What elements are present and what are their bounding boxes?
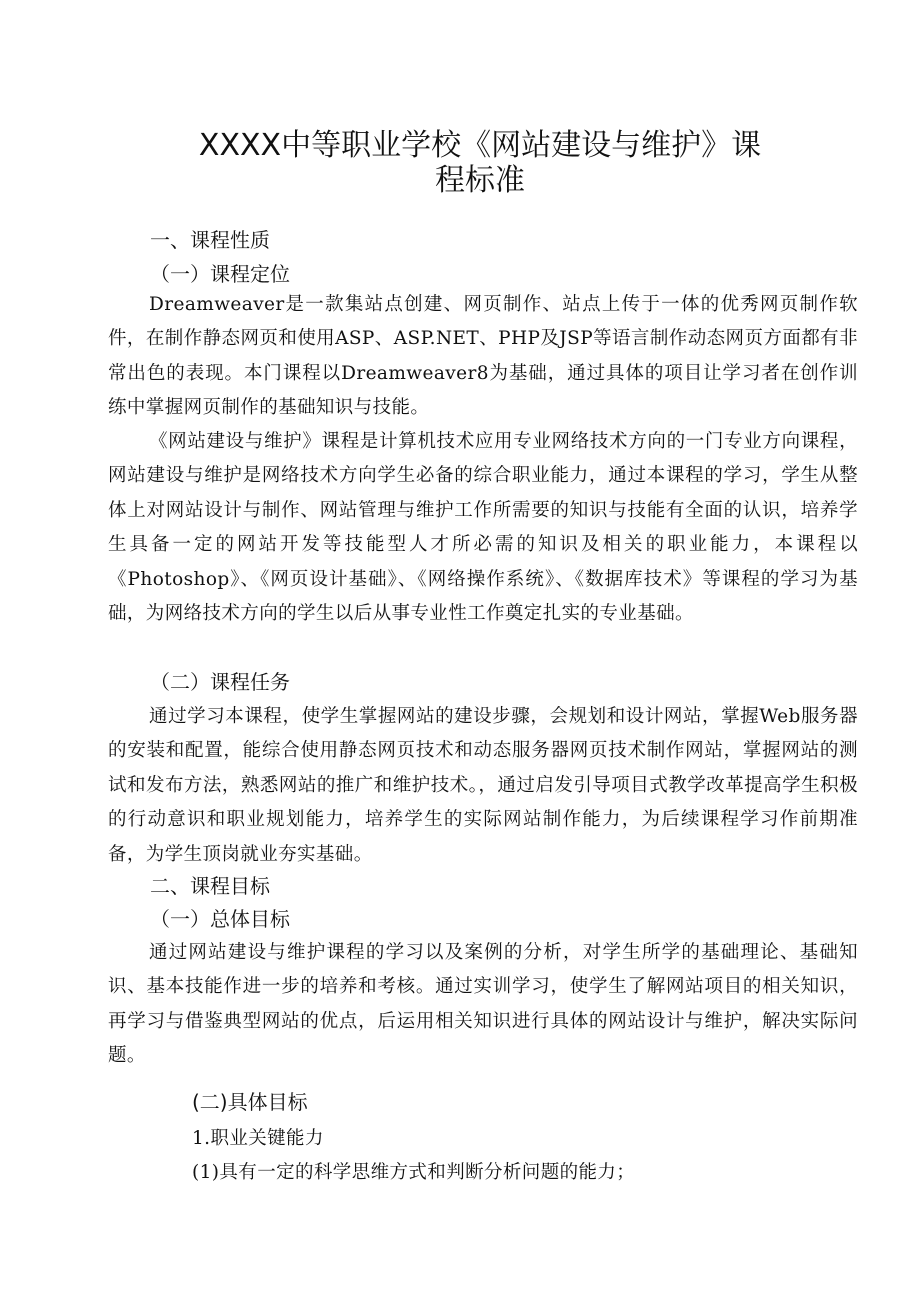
- section2-sub2-item1-1: (1)具有一定的科学思维方式和判断分析问题的能力；: [192, 1162, 636, 1183]
- section1-sub2-para1: 通过学习本课程，使学生掌握网站的建设步骤，会规划和设计网站，掌握Web服务器的安装和配置，能综合使用静态网页技术和动态服务器网页技术制作网站，掌握网站的测试和发布方法，熟悉网站的推广和维护技术。，通过启发引导项目式教学改革提高学生积极的行动意识和职业规划能力，培养学生的实际网站制作能力，为后续课程学习作前期准备，为学生顶岗就业夯实基础。: [108, 706, 858, 865]
- section1-sub1-para2: 《网站建设与维护》课程是计算机技术应用专业网络技术方向的一门专业方向课程，网站建设与维护是网络技术方向学生必备的综合职业能力，通过本课程的学习，学生从整体上对网站设计与制作、网站管理与维护工作所需要的知识与技能有全面的认识，培养学生具备一定的网站开发等技能型人才所必需的知识及相关的职业能力，本课程以《Photoshop》、《网页设计基础》、《网络操作系统》、《数据库技术》等课程的学习为基础，为网络技术方向的学生以后从事专业性工作奠定扎实的专业基础。: [108, 431, 858, 625]
- section1-sub1-heading: （一）课程定位: [150, 262, 290, 286]
- document-title-line2: 程标准: [435, 163, 525, 198]
- section2-sub1-heading: （一）总体目标: [150, 907, 290, 931]
- document-title-line1: XXXX中等职业学校《网站建设与维护》课: [198, 128, 762, 163]
- section1-sub2-heading: （二）课程任务: [150, 670, 290, 694]
- section2-sub2-item1: 1.职业关键能力: [192, 1128, 324, 1149]
- section2-sub2-heading: (二)具体目标: [192, 1090, 308, 1114]
- section2-sub1-para1: 通过网站建设与维护课程的学习以及案例的分析，对学生所学的基础理论、基础知识、基本技能作进一步的培养和考核。通过实训学习，使学生了解网站项目的相关知识，再学习与借鉴典型网站的优点，后运用相关知识进行具体的网站设计与维护，解决实际问题。: [108, 942, 858, 1067]
- section1-heading: 一、课程性质: [150, 228, 270, 252]
- section1-sub1-para1: Dreamweaver是一款集站点创建、网页制作、站点上传于一体的优秀网页制作软件，在制作静态网页和使用ASP、ASP.NET、PHP及JSP等语言制作动态网页方面都有非常出色的表现。本门课程以Dreamweaver8为基础，通过具体的项目让学习者在创作训练中掌握网页制作的基础知识与技能。: [108, 294, 858, 419]
- section2-heading: 二、课程目标: [150, 874, 270, 898]
